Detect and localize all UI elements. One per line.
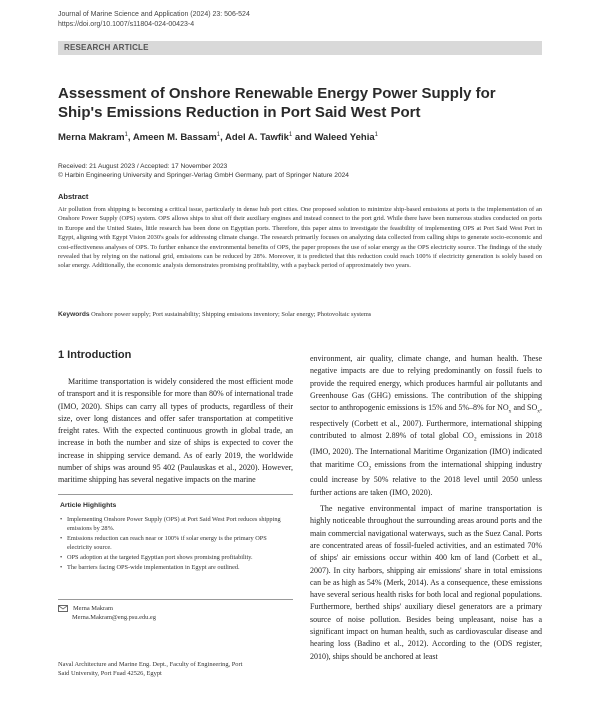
author-list: Merna Makram$^1$, Ameen M. Bassam$^1$, Adel A. Tawfik$^1$ and Waleed Yehia$^1$: [58, 132, 378, 144]
article-type-banner: [58, 41, 542, 55]
highlight-item: • The barriers facing OPS-wide implementation in Egypt are outlined.: [60, 564, 240, 571]
contact-email[interactable]: Merna.Makram@eng.psu.edu.eg: [72, 614, 156, 621]
keywords-text: Onshore power supply; Port sustainability; Shipping emissions inventory; Solar energy; Photovoltaic systems: [89, 311, 372, 318]
doi-link[interactable]: https://doi.org/10.1007/s11804-024-00423-4: [58, 21, 195, 28]
author-name[interactable]: Ameen M. Bassam: [132, 132, 217, 144]
received-accepted-dates: Received: 21 August 2023 / Accepted: 17 November 2023: [58, 163, 228, 170]
bullet-icon: •: [60, 554, 63, 561]
contact-name: Merna Makram: [73, 605, 113, 612]
intro-paragraph-1-continued: environment, air quality, climate change, and human health. These negative impacts are due to relying predominantly on fossil fuels to provide the required energy, which produces harmful air pollutants and Greenhouse Gas (GHG) emissions. The contribution of the shipping sector to anthropogenic emissions is 15% and 5%–8% for $NO_x$ and $SO_x$, respectively (Corbett et al., 2007). Furthermore, international shipping contributed to almost 2.89% of total global $CO_2$ emissions in 2018 (IMO, 2020). The International Maritime Organization (IMO) indicated that maritime $CO_2$ emissions from the international shipping industry could increase by 50% relative to the 2018 level until 2050 unless further actions are taken (IMO, 2020).: [310, 354, 543, 497]
abstract-section: [58, 192, 542, 271]
author-name[interactable]: Adel A. Tawfik: [225, 132, 289, 144]
envelope-icon: [58, 605, 68, 612]
section-heading-introduction: 1 Introduction: [58, 349, 132, 361]
paper-title: Assessment of Onshore Renewable Energy Power Supply for Ship's Emissions Reduction in Port Said West Port: [58, 85, 496, 121]
keywords-label: Keywords: [58, 311, 90, 318]
journal-citation: Journal of Marine Science and Application (2024) 23: 506-524: [58, 11, 250, 18]
bullet-icon: •: [60, 516, 63, 523]
highlight-item: • Emissions reduction can reach near or 100% if solar energy is the primary OPS electricity source.: [60, 535, 267, 551]
abstract-heading: Abstract: [58, 192, 89, 201]
affiliation-line-2: Said University, Port Fuad 42526, Egypt: [58, 670, 162, 677]
highlights-heading: Article Highlights: [60, 502, 117, 509]
highlight-item: • OPS adoption at the targeted Egyptian port shows promising profitability.: [60, 554, 253, 561]
highlight-item: • Implementing Onshore Power Supply (OPS) at Port Said West Port reduces shipping emissions by 28%.: [60, 516, 281, 532]
author-name[interactable]: Merna Makram: [58, 132, 125, 144]
intro-paragraph-1: Maritime transportation is widely considered the most efficient mode of transport and it is responsible for more than 80% of international trade (IMO, 2020). Ships can carry all types of products, regardless of their size, over long distances and offer safer transportation at competitive freight rates. With the expected continuous growth in global trade, an increase in both the number and size of ships is expected to cover the increase in shipping service demand. As of early 2019, the worldwide number of ships was around 95 402 (Paulauskas et al., 2020). However, maritime shipping has several negative impacts on the marine: [58, 377, 293, 485]
copyright-notice: © Harbin Engineering University and Springer-Verlag GmbH Germany, part of Springer Nature 2024: [58, 172, 349, 179]
affiliation-line-1: Naval Architecture and Marine Eng. Dept., Faculty of Engineering, Port: [58, 661, 243, 668]
article-highlights-box: [58, 494, 293, 600]
keywords: [58, 311, 542, 318]
author-affiliation-marker: 1: [288, 132, 293, 138]
author-name[interactable]: Waleed Yehia: [314, 132, 375, 144]
intro-paragraph-2: The negative environmental impact of marine transportation is highly noticeable throughout the surrounding areas around ports and the main commercial navigational waterways, such as the Suez Canal. Ports are concentrated areas of fossil-fueled activities, and an estimated 70% of ships' air emissions occur within 400 km of land (Corbett et al., 2007). In city harbors, shipping air emissions' share in total emissions can be as high as 54% (Merk, 2014). As a consequence, these emissions have several serious health risks for both local and regional populations. Furthermore, berthed ships' auxiliary diesel generators are a primary source of noise pollution. Besides being unpleasant, noise has a significant impact on human health, such as cardiovascular disease and hearing loss (Badino et al., 2012). According to the (ODS register, 2010), ships should be anchored at least: [310, 504, 542, 661]
left-column: [58, 376, 293, 487]
author-affiliation-marker: 1: [124, 132, 128, 138]
author-affiliation-marker: 1: [374, 132, 378, 138]
corresponding-author: [58, 604, 293, 622]
abstract-text: Air pollution from shipping is becoming a critical issue, particularly in dense hub port cities. One proposed solution to minimize ship-based emissions at ports is the implementation of an Onshore Power Supply (OPS) system. OPS allows ships to shut off their auxiliary engines and instead connect to the port grid. While there have been numerous studies conducted on ports in Europe and the United States, little research has been done on Egyptian ports. Therefore, this paper aims to investigate the feasibility of implementing OPS at Port Said West Port in Egypt, aligning with Egypt Vision 2030's goals for addressing climate change. The research primarily focuses on analyzing data collected from calling ships to generate socio-economic and cost-effectiveness analyses of OPS. To further enhance the environmental benefits of OPS, the paper proposes the use of solar energy as the OPS electricity source. The findings of the study revealed that by relying on the national grid, emissions can be reduced by 28%. Moreover, it is predicted that this reduction could reach 100% if electricity generation is solely based on solar energy. Additionally, the economic analysis demonstrates promising profitability, with a payback period of approximately two years.: [58, 206, 542, 270]
highlights-list: [60, 515, 288, 573]
bullet-icon: •: [60, 564, 63, 571]
right-column: [310, 353, 542, 663]
author-affiliation-marker: 1: [216, 132, 221, 138]
bullet-icon: •: [60, 535, 63, 542]
article-type-label: RESEARCH ARTICLE: [64, 43, 149, 52]
